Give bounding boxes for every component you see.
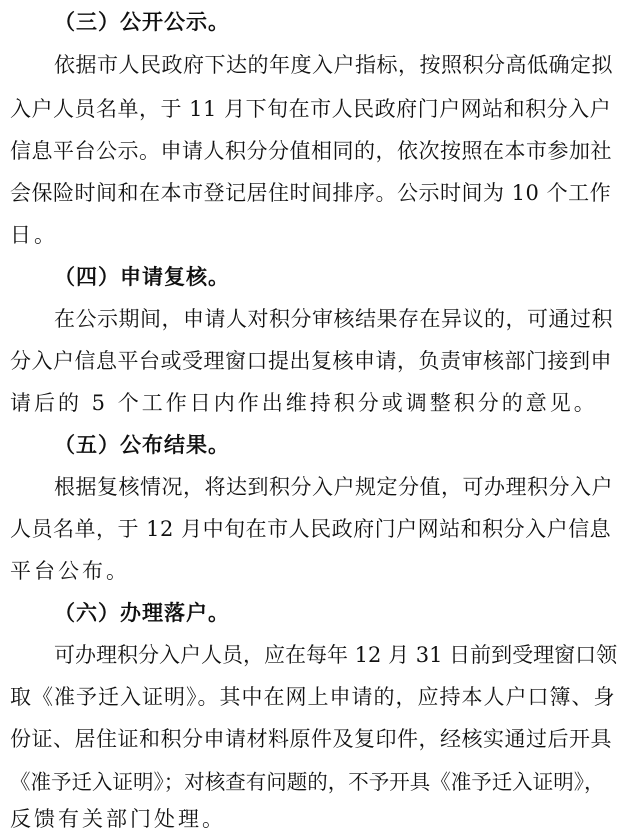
paragraph-line: 《准予迁入证明》；对核查有问题的，不予开具《准予迁入证明》， bbox=[10, 770, 605, 794]
paragraph-line: 在公示期间，申请人对积分审核结果存在异议的，可通过积 bbox=[54, 307, 613, 331]
paragraph-line: 平台公布。 bbox=[10, 559, 130, 583]
paragraph-line: 信息平台公示。申请人积分分值相同的，依次按照在本市参加社 bbox=[10, 139, 612, 163]
section-heading-announce-results: （五）公布结果。 bbox=[54, 432, 230, 457]
paragraph-line: 反馈有关部门处理。 bbox=[10, 807, 226, 831]
paragraph-line: 日。 bbox=[10, 223, 58, 247]
paragraph-line: 份证、居住证和积分申请材料原件及复印件，经核实通过后开具 bbox=[10, 727, 612, 751]
paragraph-line: 根据复核情况，将达到积分入户规定分值，可办理积分入户 bbox=[54, 475, 613, 499]
section-heading-review-application: （四）申请复核。 bbox=[54, 264, 230, 289]
paragraph-line: 人员名单，于 12 月中旬在市人民政府门户网站和积分入户信息 bbox=[10, 517, 612, 541]
paragraph-line: 会保险时间和在本市登记居住时间排序。公示时间为 10 个工作 bbox=[10, 181, 612, 205]
paragraph-line: 依据市人民政府下达的年度入户指标，按照积分高低确定拟 bbox=[54, 53, 613, 77]
paragraph-line: 请后的 5 个工作日内作出维持积分或调整积分的意见。 bbox=[10, 391, 598, 415]
paragraph-line: 取《准予迁入证明》。其中在网上申请的，应持本人户口簿、身 bbox=[10, 685, 616, 709]
section-heading-public-notice: （三）公开公示。 bbox=[54, 9, 230, 34]
paragraph-line: 分入户信息平台或受理窗口提出复核申请，负责审核部门接到申 bbox=[10, 349, 612, 373]
paragraph-line: 可办理积分入户人员，应在每年 12 月 31 日前到受理窗口领 bbox=[54, 643, 618, 667]
paragraph-line: 入户人员名单，于 11 月下旬在市人民政府门户网站和积分入户 bbox=[10, 97, 612, 121]
section-heading-register-residence: （六）办理落户。 bbox=[54, 600, 230, 625]
